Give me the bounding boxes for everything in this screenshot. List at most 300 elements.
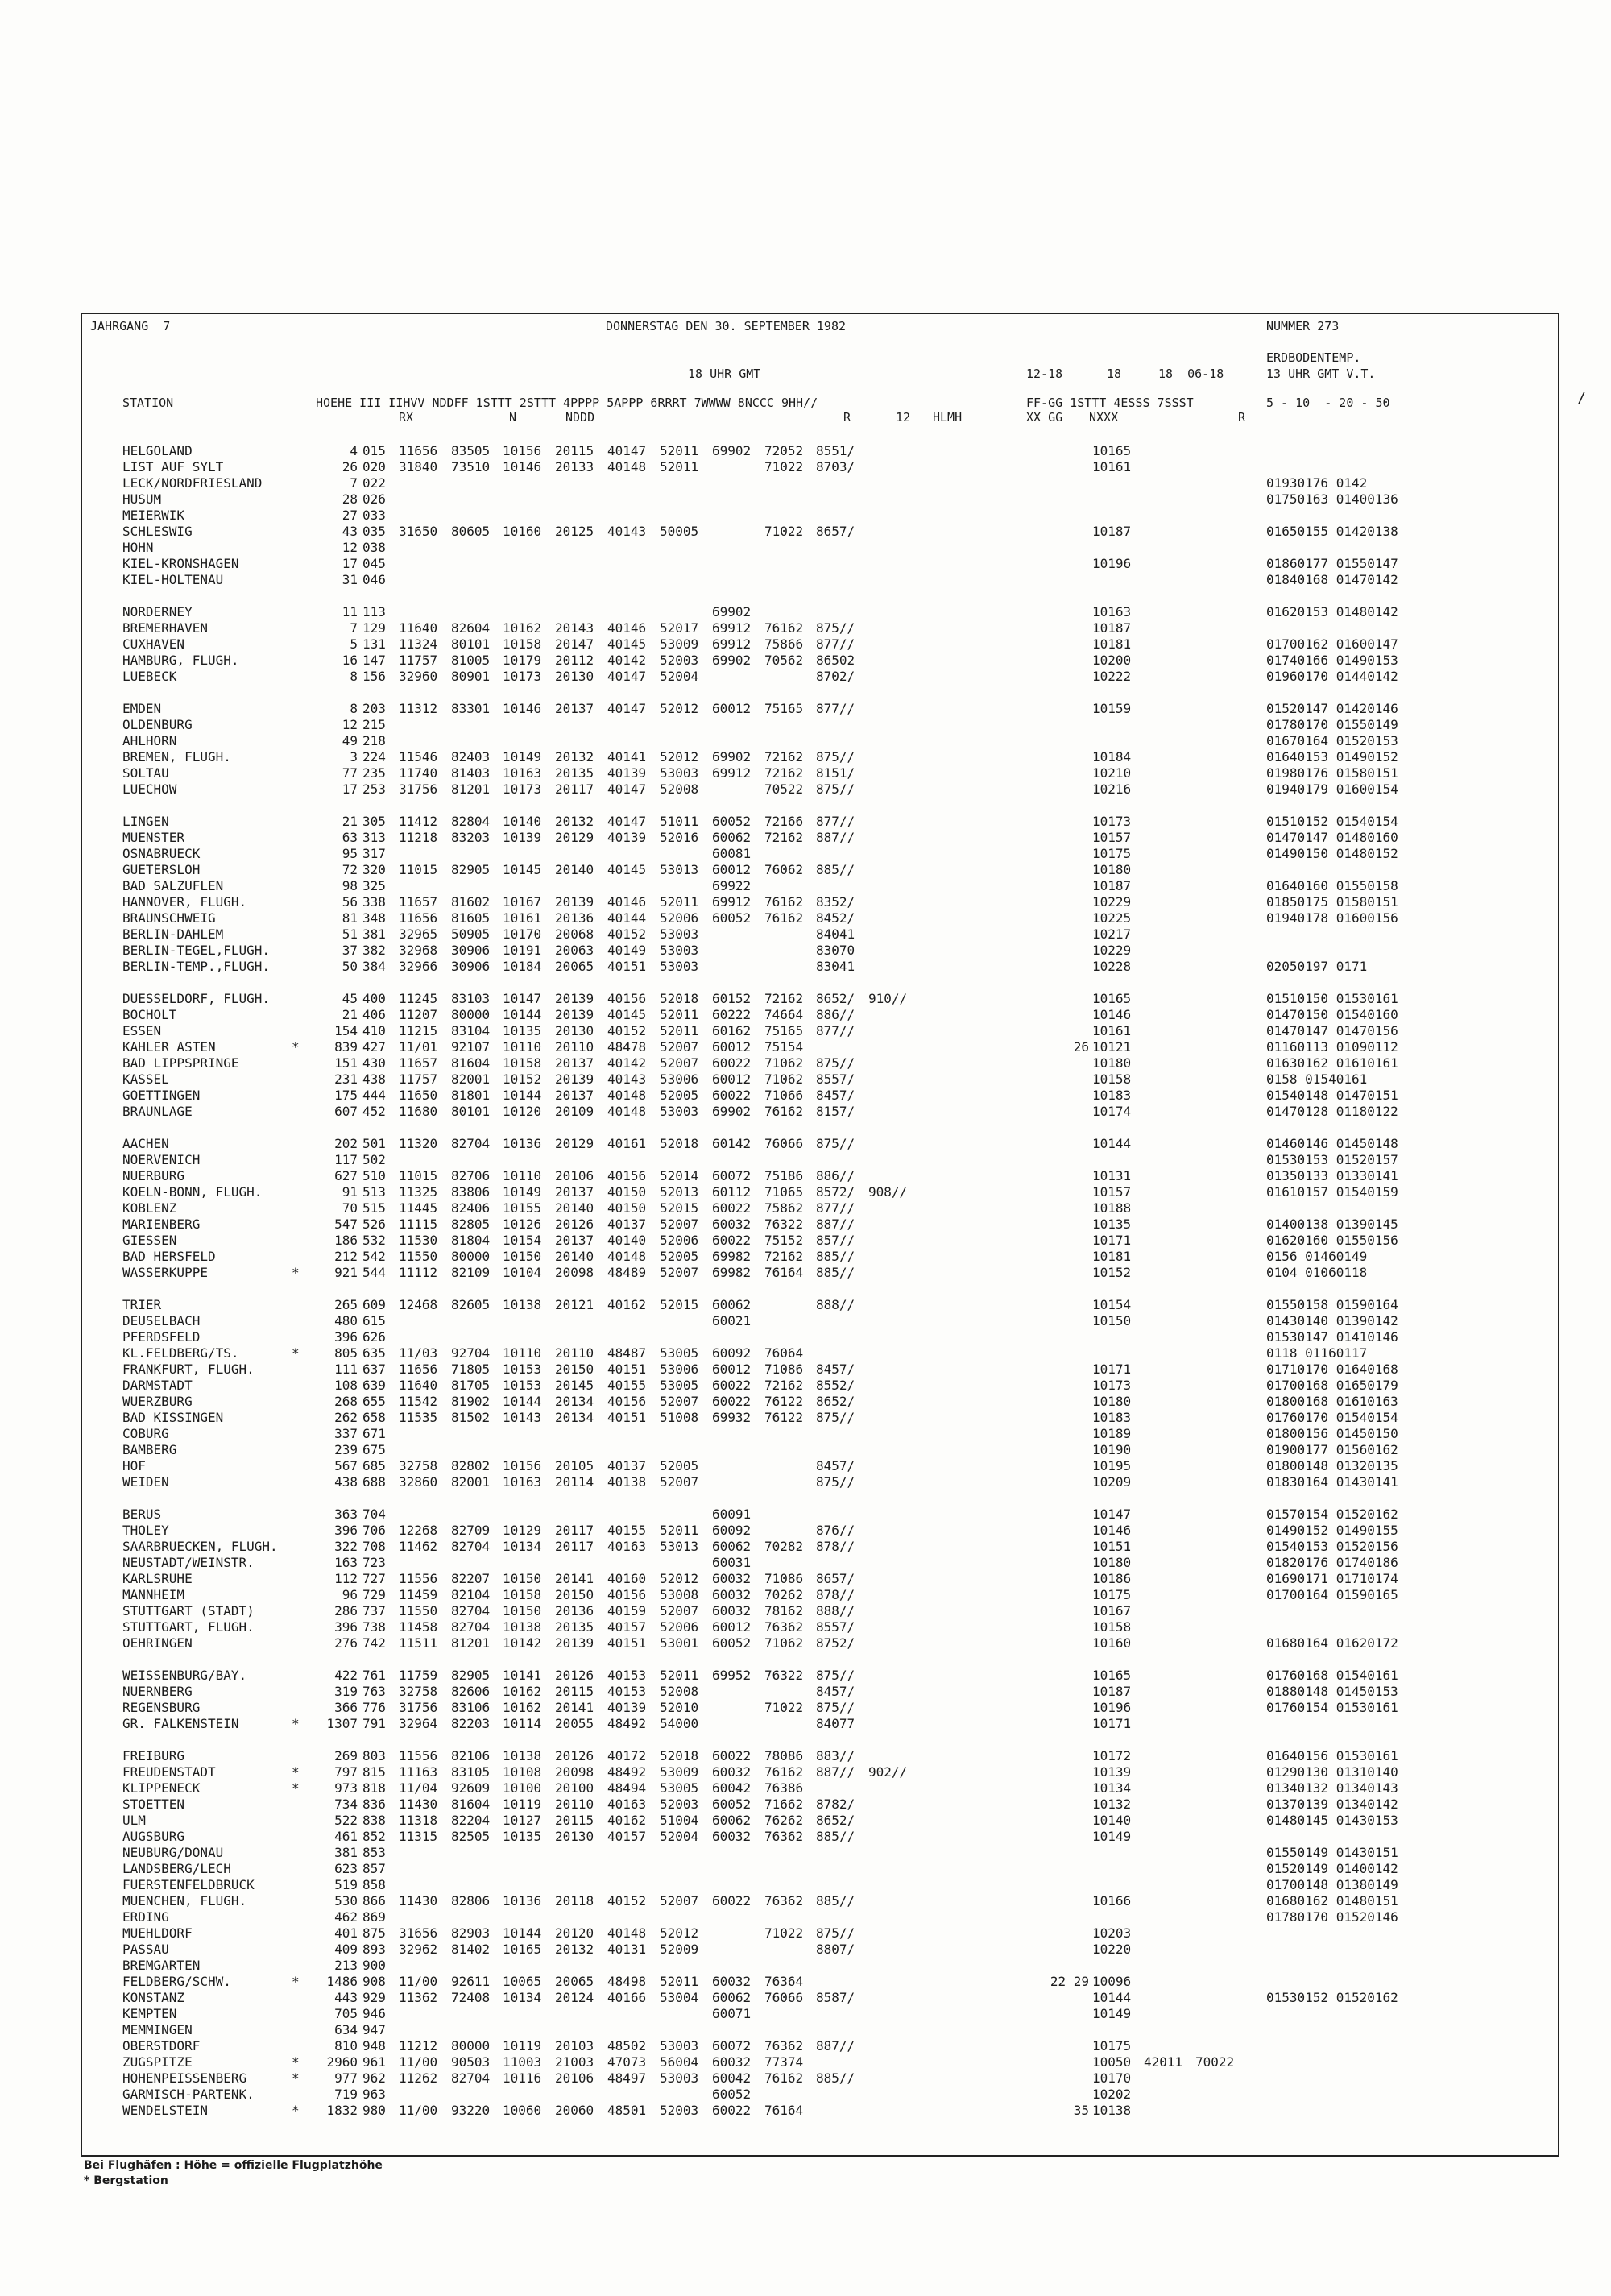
cell-c7: 69902 [712, 604, 752, 620]
cell-c4: 20115 [555, 1813, 594, 1828]
cell-c9: 8557/ [816, 1071, 855, 1087]
cell-c9: 875// [816, 1925, 855, 1941]
cell-hoehe: 202 [334, 1136, 358, 1151]
cell-station: MEMMINGEN [122, 2022, 193, 2037]
cell-station: BRAUNLAGE [122, 1104, 193, 1119]
cell-iii: 836 [362, 1797, 386, 1812]
cell-c9: 83070 [816, 943, 855, 958]
cell-iii: 658 [362, 1410, 386, 1425]
cell-erd: 01760170 01540154 [1266, 1410, 1398, 1425]
cell-c5: 48497 [607, 2070, 647, 2086]
cell-c5: 40142 [607, 653, 647, 668]
cell-c3: 10119 [503, 2038, 542, 2054]
cell-c9: 887// [816, 1216, 855, 1232]
cell-c3: 10110 [503, 1039, 542, 1055]
cell-erd: 01860177 01550147 [1266, 556, 1398, 571]
cell-sttt: 10165 [1092, 991, 1132, 1006]
cell-c1: 11215 [399, 1023, 438, 1038]
cell-c5: 40152 [607, 926, 647, 942]
cell-c5: 40144 [607, 910, 647, 926]
cell-c5: 40152 [607, 1023, 647, 1038]
cell-station: HANNOVER, FLUGH. [122, 894, 247, 910]
cell-sttt: 10138 [1092, 2103, 1132, 2118]
cell-c3: 10140 [503, 814, 542, 829]
cell-iii: 626 [362, 1329, 386, 1345]
cell-iii: 526 [362, 1216, 386, 1232]
cell-station: STUTTGART (STADT) [122, 1603, 255, 1618]
cell-iii: 639 [362, 1378, 386, 1393]
cell-sttt: 10187 [1092, 620, 1132, 636]
cell-hoehe: 5 [350, 636, 358, 652]
cell-hoehe: 422 [334, 1668, 358, 1683]
cell-c6: 53009 [660, 1764, 699, 1780]
cell-c6: 53008 [660, 1587, 699, 1602]
cell-c7: 69922 [712, 878, 752, 893]
cell-c7: 60032 [712, 1587, 752, 1602]
cell-c1: 11542 [399, 1394, 438, 1409]
cell-c1: 11315 [399, 1829, 438, 1844]
cell-c2: 80101 [451, 636, 491, 652]
cell-station: KL.FELDBERG/TS. [122, 1345, 239, 1361]
cell-c4: 20134 [555, 1410, 594, 1425]
cell-c2: 82806 [451, 1893, 491, 1908]
cell-c5: 40153 [607, 1668, 647, 1683]
cell-sttt: 10161 [1092, 459, 1132, 475]
header-sub-12: 12 [896, 410, 911, 425]
cell-c6: 52005 [660, 1249, 699, 1264]
cell-c1: 11757 [399, 653, 438, 668]
cell-c9: 857// [816, 1233, 855, 1248]
cell-sttt: 10186 [1092, 1571, 1132, 1586]
cell-ffgg: 22 29 [1050, 1974, 1089, 1989]
cell-c5: 40147 [607, 701, 647, 716]
cell-c2: 81602 [451, 894, 491, 910]
cell-iii: 791 [362, 1716, 386, 1731]
cell-sttt: 10144 [1092, 1136, 1132, 1151]
cell-c5: 40148 [607, 1249, 647, 1264]
cell-c8: 76164 [764, 1265, 804, 1280]
cell-iii: 761 [362, 1668, 386, 1683]
cell-c2: 83806 [451, 1184, 491, 1200]
cell-c6: 52011 [660, 459, 699, 475]
cell-c5: 40151 [607, 1361, 647, 1377]
cell-c8: 76364 [764, 1974, 804, 1989]
cell-c2: 80000 [451, 1007, 491, 1022]
cell-hoehe: 1486 [326, 1974, 358, 1989]
cell-hoehe: 111 [334, 1361, 358, 1377]
cell-sttt: 10135 [1092, 1216, 1132, 1232]
cell-c6: 53003 [660, 2038, 699, 2054]
cell-hoehe: 49 [342, 733, 358, 748]
cell-c1: 32962 [399, 1942, 438, 1957]
cell-c1: 32966 [399, 959, 438, 974]
cell-hoehe: 151 [334, 1055, 358, 1071]
cell-c1: 11550 [399, 1603, 438, 1618]
cell-c7: 60012 [712, 1619, 752, 1635]
cell-c6: 56004 [660, 2054, 699, 2070]
cell-hoehe: 21 [342, 1007, 358, 1022]
cell-hoehe: 31 [342, 572, 358, 587]
cell-sttt: 10184 [1092, 749, 1132, 765]
cell-c1: 11556 [399, 1571, 438, 1586]
cell-c9: 8657/ [816, 524, 855, 539]
cell-hoehe: 519 [334, 1877, 358, 1892]
cell-c9: 84077 [816, 1716, 855, 1731]
cell-c6: 50005 [660, 524, 699, 539]
cell-erd: 01680164 01620172 [1266, 1635, 1398, 1651]
cell-c8: 70262 [764, 1587, 804, 1602]
cell-c6: 54000 [660, 1716, 699, 1731]
cell-iii: 020 [362, 459, 386, 475]
cell-c1: 11650 [399, 1088, 438, 1103]
cell-iii: 723 [362, 1555, 386, 1570]
cell-c2: 72408 [451, 1990, 491, 2005]
cell-c8: 76164 [764, 2103, 804, 2118]
cell-c4: 20137 [555, 1184, 594, 1200]
cell-c3: 10138 [503, 1619, 542, 1635]
cell-c7: 60072 [712, 1168, 752, 1183]
cell-c4: 20147 [555, 636, 594, 652]
cell-c1: 11262 [399, 2070, 438, 2086]
cell-station: FUERSTENFELDBRUCK [122, 1877, 255, 1892]
cell-c4: 20060 [555, 2103, 594, 2118]
cell-sttt: 10187 [1092, 1684, 1132, 1699]
cell-c3: 10155 [503, 1200, 542, 1216]
cell-c8: 71065 [764, 1184, 804, 1200]
cell-hoehe: 186 [334, 1233, 358, 1248]
cell-c3: 10173 [503, 669, 542, 684]
cell-hoehe: 212 [334, 1249, 358, 1264]
cell-sttt: 10163 [1092, 604, 1132, 620]
cell-hoehe: 17 [342, 556, 358, 571]
cell-c9: 875// [816, 749, 855, 765]
cell-c9: 84041 [816, 926, 855, 942]
cell-c5: 40156 [607, 1168, 647, 1183]
cell-c6: 52012 [660, 701, 699, 716]
cell-hoehe: 175 [334, 1088, 358, 1103]
cell-c8: 71086 [764, 1571, 804, 1586]
cell-c4: 20139 [555, 1635, 594, 1651]
cell-hoehe: 719 [334, 2087, 358, 2102]
cell-c5: 48478 [607, 1039, 647, 1055]
cell-c6: 53005 [660, 1345, 699, 1361]
cell-c5: 40166 [607, 1990, 647, 2005]
cell-erd: 01510152 01540154 [1266, 814, 1398, 829]
cell-c3: 11003 [503, 2054, 542, 2070]
cell-c3: 10146 [503, 459, 542, 475]
cell-hoehe: 45 [342, 991, 358, 1006]
cell-c1: 11207 [399, 1007, 438, 1022]
cell-iii: 026 [362, 491, 386, 507]
cell-hoehe: 797 [334, 1764, 358, 1780]
cell-c1: 11015 [399, 862, 438, 877]
cell-c3: 10150 [503, 1571, 542, 1586]
cell-sttt: 10190 [1092, 1442, 1132, 1457]
cell-sttt: 10144 [1092, 1990, 1132, 2005]
cell-c2: 83105 [451, 1764, 491, 1780]
cell-c2: 80101 [451, 1104, 491, 1119]
cell-c3: 10191 [503, 943, 542, 958]
cell-c6: 51004 [660, 1813, 699, 1828]
cell-station: NEUSTADT/WEINSTR. [122, 1555, 255, 1570]
cell-hoehe: 112 [334, 1571, 358, 1586]
cell-iii: 513 [362, 1184, 386, 1200]
cell-c3: 10135 [503, 1023, 542, 1038]
cell-c8: 76062 [764, 862, 804, 877]
cell-c3: 10126 [503, 1216, 542, 1232]
cell-c2: 82604 [451, 620, 491, 636]
cell-erd: 01650155 01420138 [1266, 524, 1398, 539]
cell-c6: 52018 [660, 1748, 699, 1763]
cell-iii: 305 [362, 814, 386, 829]
cell-erd: 01780170 01520146 [1266, 1909, 1398, 1925]
cell-c1: 11362 [399, 1990, 438, 2005]
cell-c8: 76162 [764, 620, 804, 636]
cell-c9: 8457/ [816, 1458, 855, 1473]
cell-iii: 317 [362, 846, 386, 861]
cell-iii: 742 [362, 1635, 386, 1651]
cell-c9: 878// [816, 1539, 855, 1554]
cell-c6: 52011 [660, 894, 699, 910]
cell-c9: 8657/ [816, 1571, 855, 1586]
cell-c1: 11245 [399, 991, 438, 1006]
cell-hoehe: 480 [334, 1313, 358, 1328]
cell-c1: 11740 [399, 765, 438, 781]
cell-iii: 235 [362, 765, 386, 781]
cell-c9: 886// [816, 1007, 855, 1022]
cell-station: CUXHAVEN [122, 636, 185, 652]
cell-c3: 10147 [503, 991, 542, 1006]
cell-sttt: 10217 [1092, 926, 1132, 942]
cell-c5: 48498 [607, 1974, 647, 1989]
cell-station: NORDERNEY [122, 604, 193, 620]
cell-station: HOHENPEISSENBERG [122, 2070, 247, 2086]
cell-hoehe: 11 [342, 604, 358, 620]
cell-station: MUENCHEN, FLUGH. [122, 1893, 247, 1908]
cell-sttt: 10170 [1092, 2070, 1132, 2086]
cell-sttt: 10134 [1092, 1780, 1132, 1796]
cell-ffgg: 35 [1073, 2103, 1089, 2118]
cell-c4: 20139 [555, 1071, 594, 1087]
cell-c8: 75154 [764, 1039, 804, 1055]
cell-sttt: 10175 [1092, 846, 1132, 861]
cell-erd: 01530147 01410146 [1266, 1329, 1398, 1345]
cell-sttt: 10050 [1092, 2054, 1132, 2070]
cell-iii: 400 [362, 991, 386, 1006]
cell-erd: 01850175 01580151 [1266, 894, 1398, 910]
cell-c6: 52003 [660, 653, 699, 668]
cell-c9: 8807/ [816, 1942, 855, 1957]
cell-c3: 10104 [503, 1265, 542, 1280]
cell-c7: 60081 [712, 846, 752, 861]
cell-c7: 60022 [712, 1394, 752, 1409]
cell-station: AACHEN [122, 1136, 169, 1151]
cell-c7: 69902 [712, 749, 752, 765]
cell-c1: 11759 [399, 1668, 438, 1683]
cell-c7: 60012 [712, 701, 752, 716]
cell-c1: 11212 [399, 2038, 438, 2054]
cell-c9: 8557/ [816, 1619, 855, 1635]
cell-c8: 74664 [764, 1007, 804, 1022]
cell-c9: 83041 [816, 959, 855, 974]
cell-iii: 803 [362, 1748, 386, 1763]
cell-sttt: 10132 [1092, 1797, 1132, 1812]
cell-c4: 20125 [555, 524, 594, 539]
cell-iii: 452 [362, 1104, 386, 1119]
cell-c7: 60222 [712, 1007, 752, 1022]
cell-iii: 156 [362, 669, 386, 684]
cell-sttt: 10154 [1092, 1297, 1132, 1312]
cell-iii: 875 [362, 1925, 386, 1941]
cell-c8: 76162 [764, 910, 804, 926]
cell-c7: 60042 [712, 1780, 752, 1796]
cell-c1: 11462 [399, 1539, 438, 1554]
cell-c1: 11318 [399, 1813, 438, 1828]
header-sub-hlmh: HLMH [933, 410, 963, 425]
cell-c7: 60092 [712, 1345, 752, 1361]
cell-c8: 71022 [764, 459, 804, 475]
cell-c3: 10179 [503, 653, 542, 668]
cell-c7: 60062 [712, 1539, 752, 1554]
cell-c2: 83203 [451, 830, 491, 845]
cell-sttt: 10196 [1092, 1700, 1132, 1715]
cell-c7: 60062 [712, 1990, 752, 2005]
cell-erd: 01800156 01450150 [1266, 1426, 1398, 1441]
cell-sttt: 10181 [1092, 1249, 1132, 1264]
header-sub-n: N [509, 410, 517, 425]
cell-iii: 325 [362, 878, 386, 893]
cell-c5: 48492 [607, 1764, 647, 1780]
cell-hoehe: 366 [334, 1700, 358, 1715]
cell-c3: 10158 [503, 1055, 542, 1071]
cell-c3: 10173 [503, 781, 542, 797]
cell-c1: 11115 [399, 1216, 438, 1232]
cell-c1: 11757 [399, 1071, 438, 1087]
cell-c3: 10150 [503, 1603, 542, 1618]
cell-c6: 52012 [660, 1571, 699, 1586]
cell-station: KOBLENZ [122, 1200, 177, 1216]
cell-station: WENDELSTEIN [122, 2103, 208, 2118]
cell-c1: 11530 [399, 1233, 438, 1248]
cell-c6: 53005 [660, 1378, 699, 1393]
cell-hoehe: 231 [334, 1071, 358, 1087]
cell-c3: 10141 [503, 1668, 542, 1683]
cell-station: LECK/NORDFRIESLAND [122, 475, 263, 491]
cell-c4: 20133 [555, 459, 594, 475]
cell-c4: 20106 [555, 2070, 594, 2086]
cell-c7: 60032 [712, 2054, 752, 2070]
cell-c1: 32758 [399, 1684, 438, 1699]
cell-c2: 30906 [451, 959, 491, 974]
cell-c1: 32964 [399, 1716, 438, 1731]
cell-c2: 82001 [451, 1474, 491, 1490]
cell-c6: 53013 [660, 862, 699, 877]
cell-iii: 430 [362, 1055, 386, 1071]
cell-erd: 01960170 01440142 [1266, 669, 1398, 684]
cell-hoehe: 438 [334, 1474, 358, 1490]
cell-c6: 52015 [660, 1200, 699, 1216]
cell-c4: 20126 [555, 1748, 594, 1763]
cell-c3: 10110 [503, 1345, 542, 1361]
cell-iii: 320 [362, 862, 386, 877]
cell-station: ESSEN [122, 1023, 162, 1038]
cell-station: COBURG [122, 1426, 169, 1441]
cell-sttt: 10171 [1092, 1233, 1132, 1248]
cell-erd: 01640156 01530161 [1266, 1748, 1398, 1763]
cell-mark: * [292, 2103, 300, 2118]
cell-c8: 71086 [764, 1361, 804, 1377]
cell-c9: 885// [816, 1249, 855, 1264]
cell-c6: 52007 [660, 1265, 699, 1280]
cell-station: LUECHOW [122, 781, 177, 797]
cell-c2: 80000 [451, 2038, 491, 2054]
cell-hoehe: 443 [334, 1990, 358, 2005]
cell-c3: 10143 [503, 1410, 542, 1425]
cell-c9: 877// [816, 814, 855, 829]
cell-station: SOLTAU [122, 765, 169, 781]
cell-hoehe: 977 [334, 2070, 358, 2086]
cell-c7: 60092 [712, 1523, 752, 1538]
cell-c1: 11656 [399, 1361, 438, 1377]
cell-c4: 20137 [555, 1088, 594, 1103]
cell-c5: 48502 [607, 2038, 647, 2054]
cell-c7: 69912 [712, 894, 752, 910]
cell-c1: 11/00 [399, 1974, 438, 1989]
cell-station: BRAUNSCHWEIG [122, 910, 216, 926]
cell-iii: 688 [362, 1474, 386, 1490]
cell-iii: 671 [362, 1426, 386, 1441]
cell-c6: 53003 [660, 926, 699, 942]
cell-sttt: 10183 [1092, 1410, 1132, 1425]
cell-c7: 60032 [712, 1764, 752, 1780]
cell-erd: 01700164 01590165 [1266, 1587, 1398, 1602]
cell-sttt: 10152 [1092, 1265, 1132, 1280]
cell-c2: 73510 [451, 459, 491, 475]
cell-c6: 52007 [660, 1474, 699, 1490]
cell-c4: 20136 [555, 910, 594, 926]
cell-c6: 52007 [660, 1603, 699, 1618]
cell-hoehe: 26 [342, 459, 358, 475]
cell-station: BAD SALZUFLEN [122, 878, 224, 893]
cell-station: MARIENBERG [122, 1216, 201, 1232]
cell-hoehe: 72 [342, 862, 358, 877]
cell-sttt: 10140 [1092, 1813, 1132, 1828]
cell-sttt: 10150 [1092, 1313, 1132, 1328]
cell-c5: 40155 [607, 1523, 647, 1538]
cell-c9: 8457/ [816, 1684, 855, 1699]
cell-c5: 40139 [607, 1700, 647, 1715]
header-sub-rx: RX [399, 410, 414, 425]
cell-c7: 69902 [712, 653, 752, 668]
cell-sttt: 10167 [1092, 1603, 1132, 1618]
cell-iii: 406 [362, 1007, 386, 1022]
cell-iii: 203 [362, 701, 386, 716]
cell-hoehe: 634 [334, 2022, 358, 2037]
cell-c3: 10116 [503, 2070, 542, 2086]
cell-station: KARLSRUHE [122, 1571, 193, 1586]
cell-erd: 01670164 01520153 [1266, 733, 1398, 748]
cell-hoehe: 154 [334, 1023, 358, 1038]
cell-c4: 20106 [555, 1168, 594, 1183]
cell-iii: 113 [362, 604, 386, 620]
header-codes: HOEHE III IIHVV NDDFF 1STTT 2STTT 4PPPP 5APPP 6RRRT 7WWWW 8NCCC 9HH// [316, 396, 818, 410]
cell-c9: 885// [816, 1265, 855, 1280]
cell-c8: 75862 [764, 1200, 804, 1216]
cell-iii: 685 [362, 1458, 386, 1473]
cell-c8: 71022 [764, 1925, 804, 1941]
cell-c5: 48492 [607, 1716, 647, 1731]
cell-hoehe: 117 [334, 1152, 358, 1167]
